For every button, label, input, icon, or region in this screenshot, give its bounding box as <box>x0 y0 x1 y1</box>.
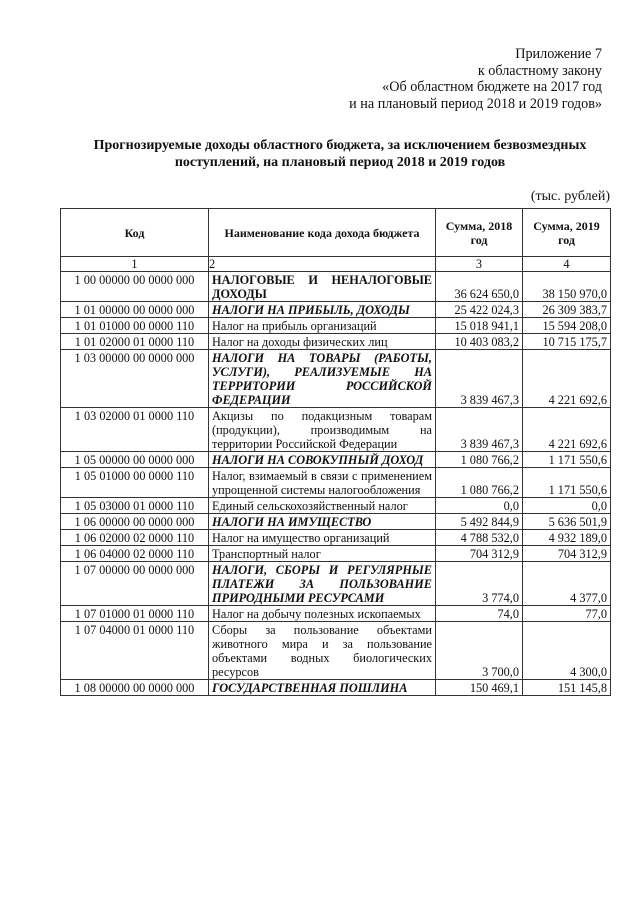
code-cell: 1 03 00000 00 0000 000 <box>61 350 209 408</box>
table-row <box>61 514 611 530</box>
appendix-reference <box>349 46 602 112</box>
table-row <box>61 622 611 680</box>
table-row <box>61 350 611 408</box>
sum-2019-cell: 10 715 175,7 <box>523 334 611 350</box>
table-row <box>61 318 611 334</box>
appendix-line: к областному закону <box>477 62 602 79</box>
column-number: 2 <box>209 257 436 272</box>
name-cell: НАЛОГИ НА СОВОКУПНЫЙ ДОХОД <box>209 452 436 468</box>
sum-2018-cell: 0,0 <box>436 498 523 514</box>
code-cell: 1 05 00000 00 0000 000 <box>61 452 209 468</box>
table-row <box>61 498 611 514</box>
sum-2019-cell: 4 932 189,0 <box>523 530 611 546</box>
name-cell: ГОСУДАРСТВЕННАЯ ПОШЛИНА <box>209 680 436 696</box>
name-cell: Налог на добычу полезных ископаемых <box>209 606 436 622</box>
table-row <box>61 272 611 302</box>
table-row <box>61 452 611 468</box>
name-cell: Единый сельскохозяйственный налог <box>209 498 436 514</box>
code-cell: 1 01 01000 00 0000 110 <box>61 318 209 334</box>
code-cell: 1 05 03000 01 0000 110 <box>61 498 209 514</box>
sum-2018-cell: 4 788 532,0 <box>436 530 523 546</box>
units-label: (тыс. рублей) <box>530 189 610 204</box>
sum-2019-cell: 0,0 <box>523 498 611 514</box>
name-cell: НАЛОГИ НА ИМУЩЕСТВО <box>209 514 436 530</box>
sum-2018-cell: 3 839 467,3 <box>436 408 523 452</box>
sum-2019-cell: 4 221 692,6 <box>523 408 611 452</box>
name-cell: НАЛОГИ, СБОРЫ И РЕГУЛЯРНЫЕ ПЛАТЕЖИ ЗА ПОЛЬЗОВАНИЕ ПРИРОДНЫМИ РЕСУРСАМИ <box>209 562 436 606</box>
sum-2018-cell: 3 839 467,3 <box>436 350 523 408</box>
column-number: 3 <box>436 257 523 272</box>
table-row <box>61 546 611 562</box>
code-cell: 1 06 04000 02 0000 110 <box>61 546 209 562</box>
sum-2018-cell: 15 018 941,1 <box>436 318 523 334</box>
table-header-row <box>61 209 611 257</box>
sum-2019-cell: 1 171 550,6 <box>523 468 611 498</box>
sum-2018-cell: 74,0 <box>436 606 523 622</box>
code-cell: 1 03 02000 01 0000 110 <box>61 408 209 452</box>
name-cell: Транспортный налог <box>209 546 436 562</box>
sum-2019-cell: 26 309 383,7 <box>523 302 611 318</box>
sum-2019-cell: 704 312,9 <box>523 546 611 562</box>
sum-2018-cell: 36 624 650,0 <box>436 272 523 302</box>
sum-2018-cell: 5 492 844,9 <box>436 514 523 530</box>
sum-2019-cell: 38 150 970,0 <box>523 272 611 302</box>
name-cell: Налог, взимаемый в связи с применением упрощенной системы налогообложения <box>209 468 436 498</box>
appendix-line: Приложение 7 <box>515 46 602 62</box>
table-row <box>61 408 611 452</box>
document-title <box>40 137 640 171</box>
name-cell: НАЛОГИ НА ТОВАРЫ (РАБОТЫ, УСЛУГИ), РЕАЛИЗУЕМЫЕ НА ТЕРРИТОРИИ РОССИЙСКОЙ ФЕДЕРАЦИИ <box>209 350 436 408</box>
sum-2019-cell: 151 145,8 <box>523 680 611 696</box>
table-row <box>61 468 611 498</box>
name-cell: Акцизы по подакцизным товарам (продукции), производимым на территории Российской Федерации <box>209 408 436 452</box>
code-cell: 1 05 01000 00 0000 110 <box>61 468 209 498</box>
sum-2019-cell: 5 636 501,9 <box>523 514 611 530</box>
code-cell: 1 06 00000 00 0000 000 <box>61 514 209 530</box>
sum-2018-cell: 150 469,1 <box>436 680 523 696</box>
table-row <box>61 530 611 546</box>
sum-2018-cell: 1 080 766,2 <box>436 468 523 498</box>
column-number-row <box>61 257 611 272</box>
sum-2019-cell: 4 221 692,6 <box>523 350 611 408</box>
sum-2019-cell: 15 594 208,0 <box>523 318 611 334</box>
name-cell: Налог на доходы физических лиц <box>209 334 436 350</box>
table-row <box>61 334 611 350</box>
code-cell: 1 00 00000 00 0000 000 <box>61 272 209 302</box>
table-row <box>61 562 611 606</box>
header-sum-2018: Сумма, 2018 год <box>436 209 523 257</box>
revenue-table <box>60 208 611 696</box>
name-cell: НАЛОГОВЫЕ И НЕНАЛОГОВЫЕ ДОХОДЫ <box>209 272 436 302</box>
column-number: 1 <box>61 257 209 272</box>
sum-2019-cell: 4 300,0 <box>523 622 611 680</box>
code-cell: 1 06 02000 02 0000 110 <box>61 530 209 546</box>
sum-2018-cell: 3 774,0 <box>436 562 523 606</box>
title-line-2: поступлений, на плановый период 2018 и 2019 годов <box>174 155 506 170</box>
header-name: Наименование кода дохода бюджета <box>209 209 436 257</box>
appendix-line: и на плановый период 2018 и 2019 годов» <box>349 95 602 112</box>
table-row <box>61 680 611 696</box>
name-cell: НАЛОГИ НА ПРИБЫЛЬ, ДОХОДЫ <box>209 302 436 318</box>
sum-2018-cell: 3 700,0 <box>436 622 523 680</box>
sum-2019-cell: 1 171 550,6 <box>523 452 611 468</box>
table-row <box>61 302 611 318</box>
code-cell: 1 01 00000 00 0000 000 <box>61 302 209 318</box>
code-cell: 1 08 00000 00 0000 000 <box>61 680 209 696</box>
header-code: Код <box>61 209 209 257</box>
code-cell: 1 01 02000 01 0000 110 <box>61 334 209 350</box>
sum-2018-cell: 704 312,9 <box>436 546 523 562</box>
name-cell: Налог на имущество организаций <box>209 530 436 546</box>
code-cell: 1 07 01000 01 0000 110 <box>61 606 209 622</box>
title-line-1: Прогнозируемые доходы областного бюджета, за исключением безвозмездных <box>93 138 587 153</box>
name-cell: Сборы за пользование объектами животного мира и за пользование объектами водных биологических ресурсов <box>209 622 436 680</box>
code-cell: 1 07 00000 00 0000 000 <box>61 562 209 606</box>
sum-2019-cell: 77,0 <box>523 606 611 622</box>
sum-2018-cell: 10 403 083,2 <box>436 334 523 350</box>
name-cell: Налог на прибыль организаций <box>209 318 436 334</box>
table-row <box>61 606 611 622</box>
column-number: 4 <box>523 257 611 272</box>
appendix-line: «Об областном бюджете на 2017 год <box>382 79 602 95</box>
header-sum-2019: Сумма, 2019 год <box>523 209 611 257</box>
sum-2019-cell: 4 377,0 <box>523 562 611 606</box>
sum-2018-cell: 25 422 024,3 <box>436 302 523 318</box>
code-cell: 1 07 04000 01 0000 110 <box>61 622 209 680</box>
sum-2018-cell: 1 080 766,2 <box>436 452 523 468</box>
